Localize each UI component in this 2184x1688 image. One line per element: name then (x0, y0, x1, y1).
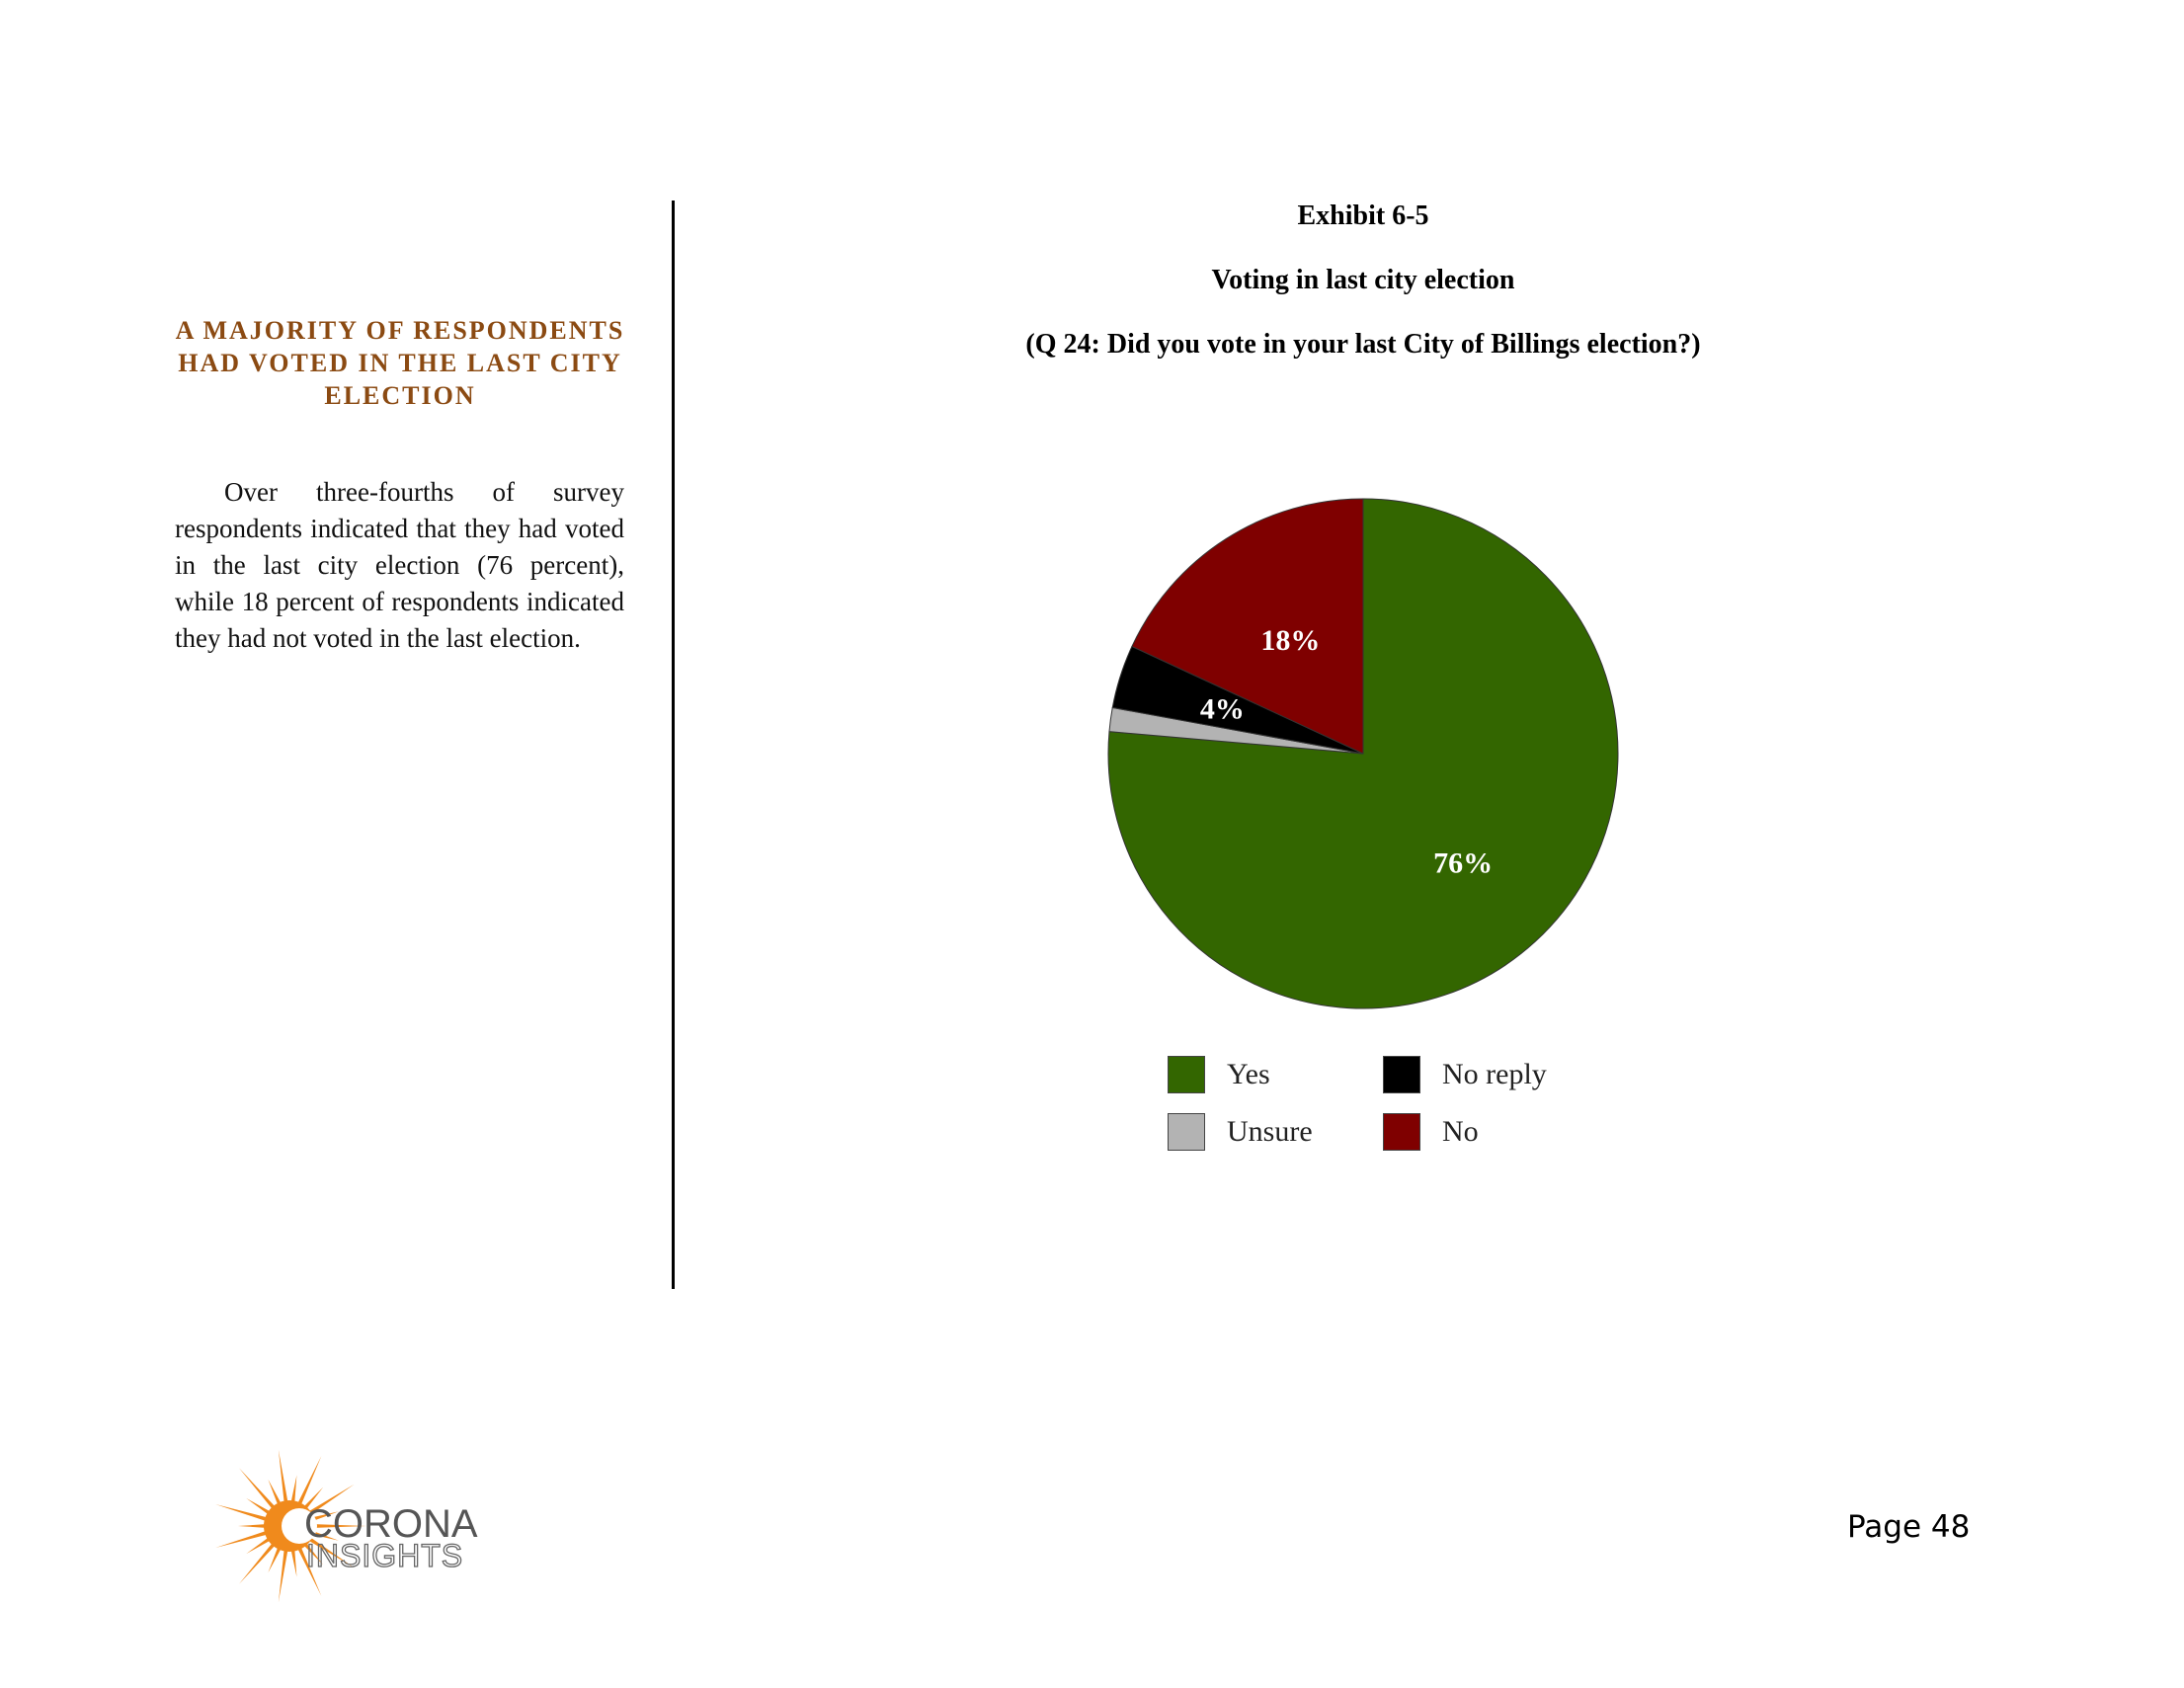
logo-text-insights: INSIGHTS (306, 1538, 464, 1573)
exhibit-label: Exhibit 6-5 (1297, 201, 1429, 231)
legend-item-unsure (1168, 1112, 1383, 1152)
legend-item-yes (1168, 1055, 1383, 1094)
corona-insights-logo (196, 1442, 492, 1610)
legend-swatch (1168, 1056, 1205, 1093)
sidebar-body-text: Over three-fourths of survey respondents indicated that they had voted in the last city election (76 percent), while 18 percent of respondents indicated they had not voted in the last election. (175, 477, 624, 653)
chart-title: Voting in last city election (1211, 265, 1515, 295)
survey-question: (Q 24: Did you vote in your last City of Billings election?) (1025, 329, 1701, 360)
legend-label: No reply (1442, 1058, 1547, 1090)
legend-label: Unsure (1227, 1115, 1313, 1148)
vertical-divider (672, 201, 675, 1289)
legend-swatch (1168, 1113, 1205, 1151)
pie-chart (1087, 484, 1640, 1037)
page-number: Page 48 (1847, 1509, 1971, 1545)
legend-label: Yes (1227, 1058, 1270, 1090)
logo-text-corona: CORONA (304, 1502, 478, 1546)
legend-swatch (1383, 1113, 1420, 1151)
legend-item-no-reply (1383, 1055, 1580, 1094)
chart-legend (1168, 1055, 1580, 1152)
legend-item-no (1383, 1112, 1580, 1152)
pie-data-label-no: 18% (1260, 623, 1321, 657)
legend-label: No (1442, 1115, 1479, 1148)
pie-data-label-yes: 76% (1433, 846, 1494, 880)
pie-data-label-no-reply: 4% (1199, 692, 1245, 726)
legend-swatch (1383, 1056, 1420, 1093)
sidebar-heading: A MAJORITY OF RESPONDENTS HAD VOTED IN THE LAST CITY ELECTION (175, 316, 625, 410)
